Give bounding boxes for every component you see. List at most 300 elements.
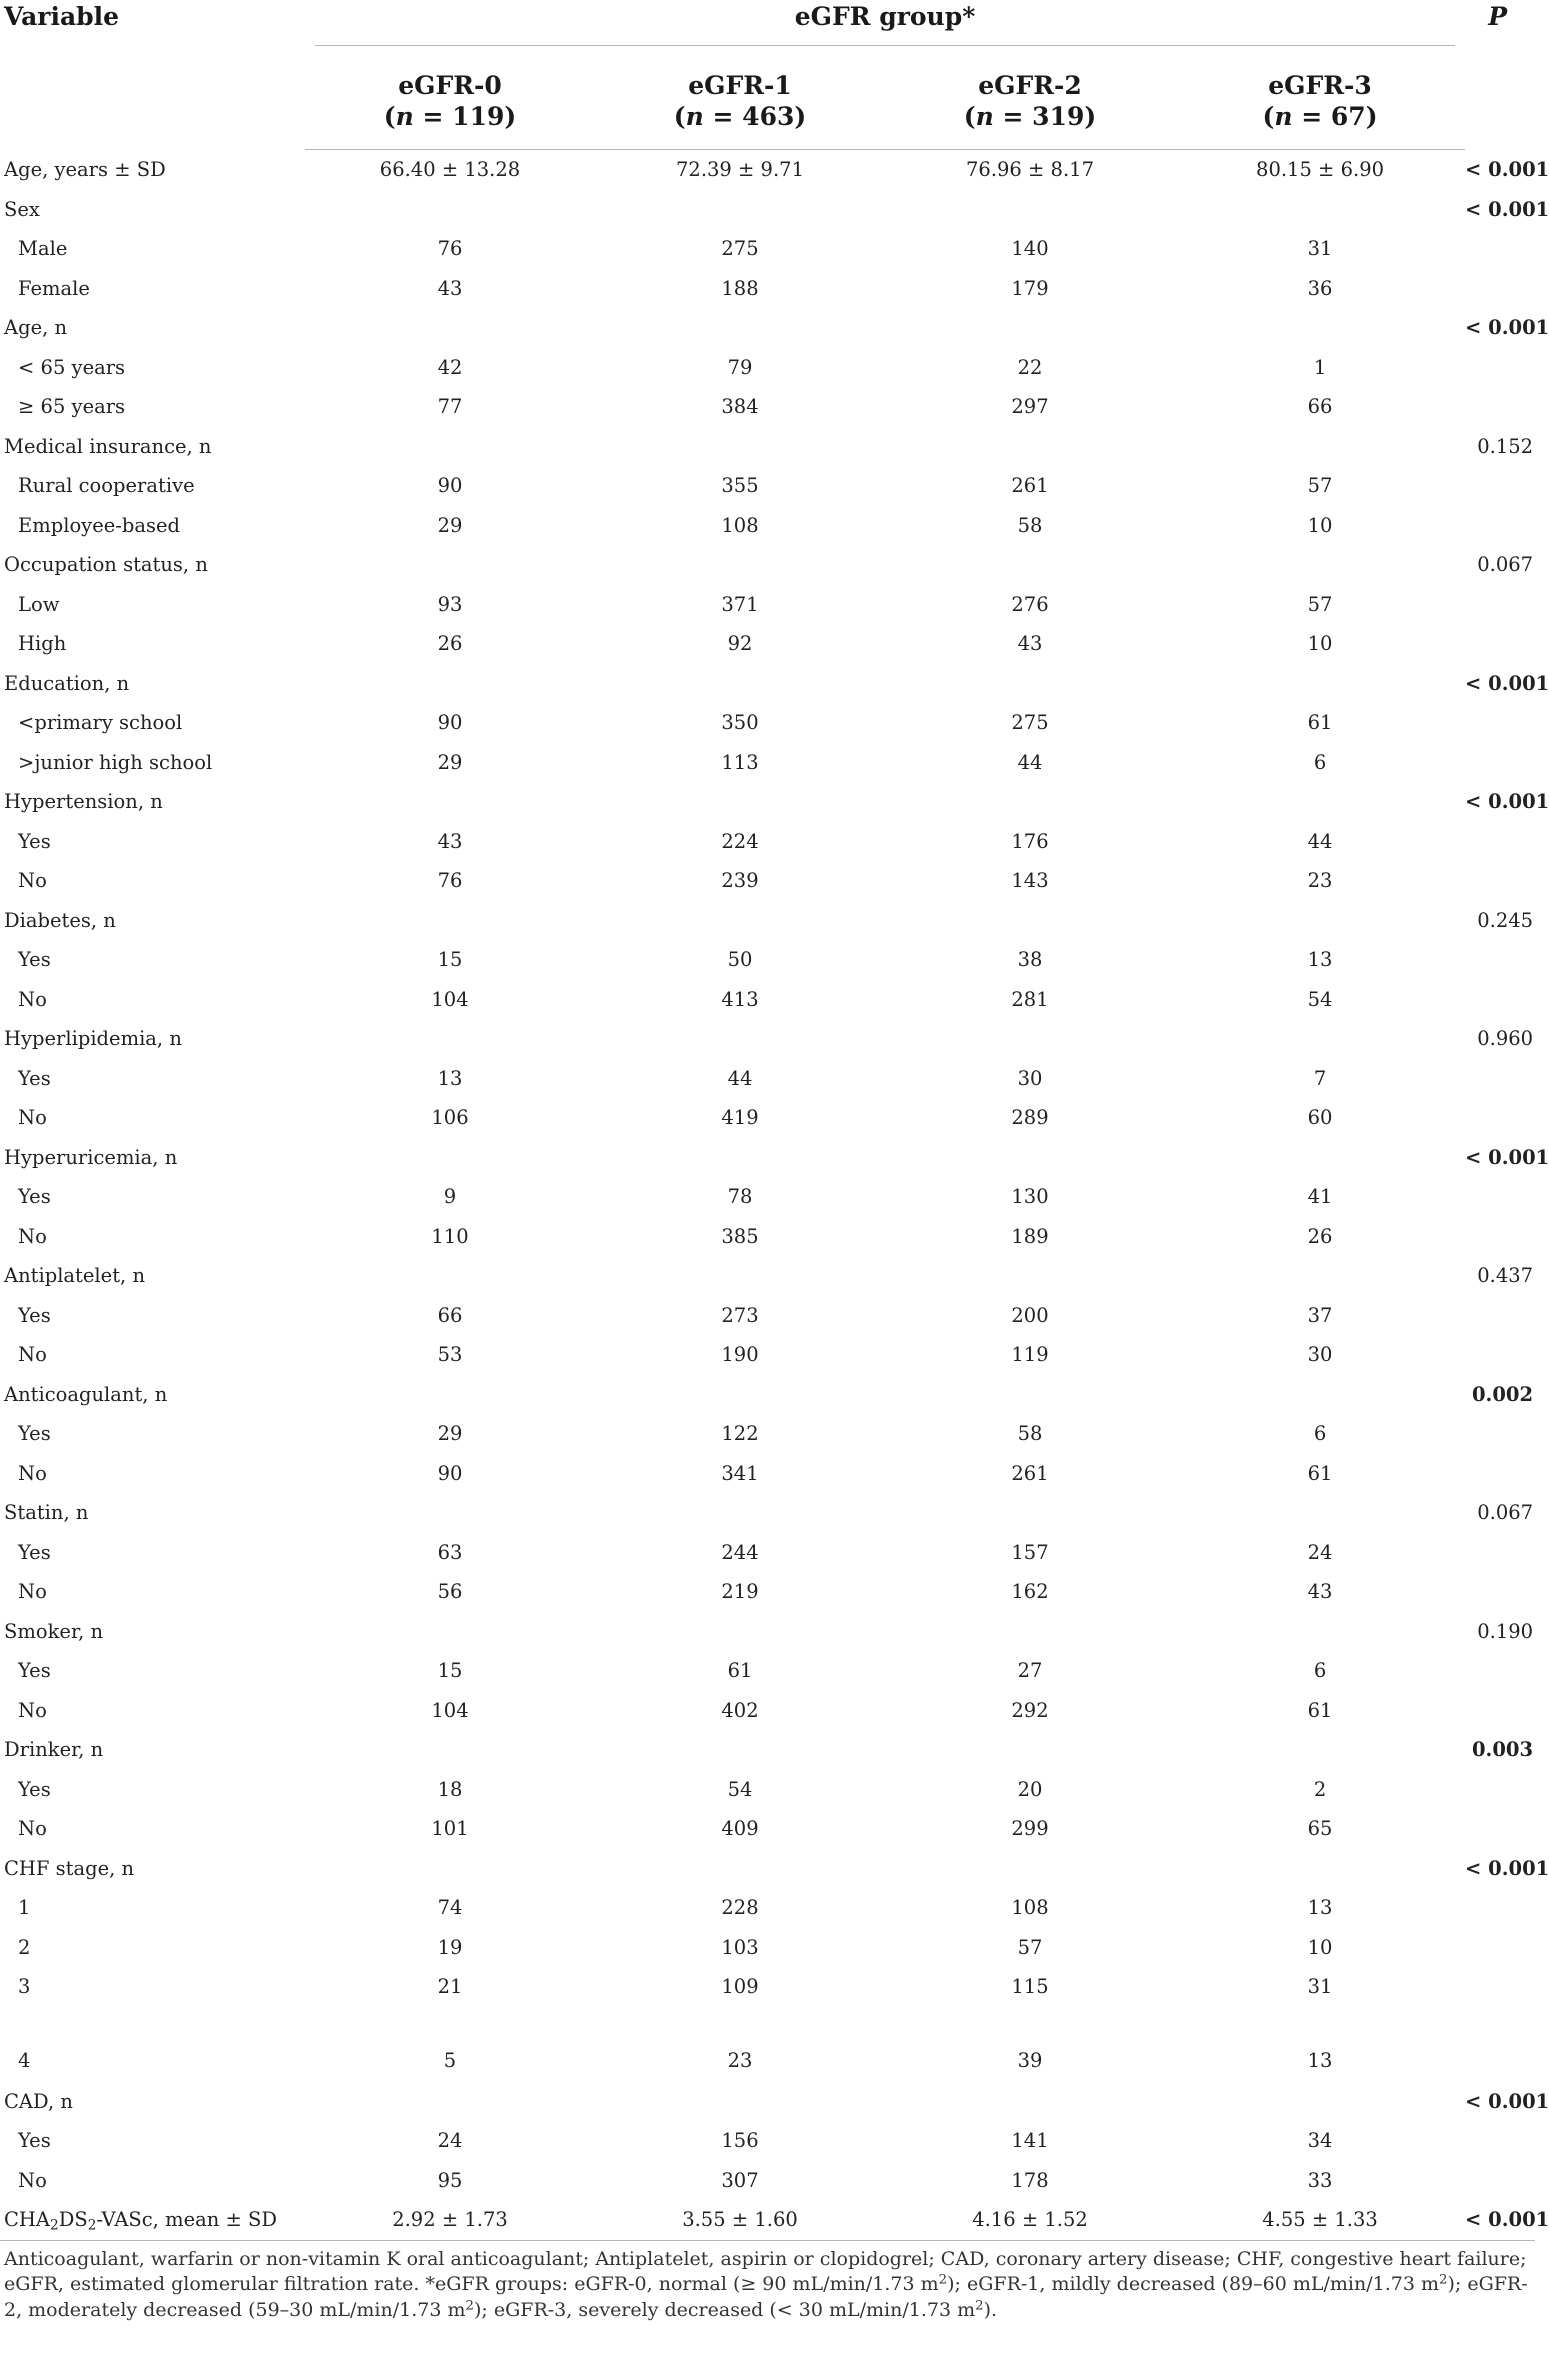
- cell-p-value: 0.002: [1471, 1382, 1534, 1406]
- group-n-label: n: [1274, 101, 1293, 131]
- cell-egfr-0: [305, 901, 595, 941]
- cell-egfr-3: 2: [1313, 1777, 1327, 1801]
- cell-egfr-0: 90: [437, 711, 463, 734]
- cell-p-value: [1465, 1651, 1535, 1691]
- cell-egfr-2: 297: [1011, 395, 1049, 418]
- table-row: [0, 1849, 1535, 1889]
- cell-egfr-2: 189: [1011, 1224, 1049, 1248]
- table-row: [0, 1770, 1535, 1810]
- cell-egfr-3: [1175, 427, 1465, 467]
- cell-egfr-1: 190: [721, 1343, 759, 1366]
- cell-egfr-1: 3.55 ± 1.60: [595, 2200, 885, 2240]
- cell-egfr-0: 29: [437, 1422, 463, 1445]
- table-row: [0, 1177, 1535, 1217]
- cell-p-value: [1465, 1177, 1535, 1217]
- cell-p-value: < 0.001: [1465, 2089, 1549, 2113]
- cell-egfr-2: [885, 782, 1175, 822]
- cell-egfr-1: 224: [721, 829, 759, 853]
- row-label: Hypertension, n: [4, 790, 163, 813]
- cell-egfr-0: 90: [437, 474, 463, 497]
- cell-egfr-0: 29: [437, 513, 463, 537]
- cell-egfr-3: 23: [1307, 869, 1333, 892]
- cell-egfr-2: 30: [1017, 1066, 1043, 1090]
- cell-egfr-3: 1: [1313, 355, 1327, 379]
- cell-egfr-2: 143: [1011, 869, 1049, 892]
- table-row: [0, 427, 1535, 467]
- table-row: [0, 269, 1535, 309]
- group-n-value: = 67: [1301, 101, 1366, 131]
- header-row-1: [0, 0, 1535, 52]
- p-header: P: [1488, 2, 1508, 31]
- cell-egfr-2: 276: [1011, 592, 1049, 616]
- table-body: [0, 150, 1549, 2201]
- table-row: [0, 1138, 1535, 1178]
- table-row: [0, 1809, 1535, 1849]
- footnote-text: Anticoagulant, warfarin or non-vitamin K oral anticoagulant; Antiplatelet, aspirin or clopidogrel; CAD, coronary artery disease; CHF, congestive heart failure; eGFR, estimated glomerular filtration rate. *eGFR groups: eGFR-0, normal (≥ 90 mL/min/1.73 m: [4, 2247, 1527, 2295]
- cell-egfr-3: [1175, 1493, 1465, 1533]
- footnote-text: ); eGFR-2, moderately decreased (59–30 mL/min/1.73 m: [4, 2273, 1528, 2321]
- cell-egfr-0: 13: [437, 1066, 463, 1090]
- cell-p-value: [1465, 940, 1535, 980]
- cell-egfr-0: 93: [437, 592, 463, 616]
- cell-p-value: 0.245: [1477, 908, 1534, 932]
- cell-egfr-1: 61: [727, 1659, 753, 1682]
- row-sublabel: Yes: [18, 1659, 51, 1682]
- cell-egfr-1: 44: [727, 1066, 753, 1090]
- cell-egfr-3: 10: [1307, 632, 1333, 655]
- row-sublabel: 4: [18, 2048, 31, 2072]
- row-label: Hyperlipidemia, n: [4, 1027, 182, 1050]
- row-sublabel: Employee-based: [18, 513, 181, 537]
- cell-egfr-3: [1175, 1256, 1465, 1296]
- cell-egfr-2: 44: [1017, 750, 1043, 774]
- cell-egfr-2: 141: [1011, 2129, 1049, 2152]
- cell-p-value: < 0.001: [1465, 1856, 1549, 1880]
- table-row: [0, 1335, 1535, 1375]
- row-sublabel: No: [18, 2168, 47, 2192]
- cell-p-value: 0.152: [1477, 434, 1534, 458]
- cell-egfr-2: [885, 1256, 1175, 1296]
- cell-egfr-2: 289: [1011, 1106, 1049, 1129]
- table-row: [0, 545, 1535, 585]
- cell-egfr-3: [1175, 782, 1465, 822]
- cell-egfr-1: 219: [721, 1580, 759, 1603]
- cell-egfr-1: [595, 190, 885, 230]
- cell-egfr-2: [885, 1493, 1175, 1533]
- table-row: [0, 664, 1535, 704]
- table-row: [0, 1493, 1535, 1533]
- cell-egfr-3: 7: [1313, 1066, 1327, 1090]
- cell-egfr-3: 44: [1307, 829, 1333, 853]
- cell-egfr-1: 122: [721, 1422, 759, 1445]
- cell-egfr-1: [595, 308, 885, 348]
- cell-egfr-1: 413: [721, 987, 759, 1011]
- cell-egfr-0: [305, 782, 595, 822]
- group-n-label: n: [395, 101, 414, 131]
- cell-egfr-2: 275: [1011, 711, 1049, 734]
- cell-egfr-1: 72.39 ± 9.71: [676, 158, 804, 181]
- cell-egfr-0: 2.92 ± 1.73: [305, 2200, 595, 2240]
- row-sublabel: Yes: [18, 1540, 51, 1564]
- cell-egfr-3: [1175, 1849, 1465, 1889]
- cell-egfr-3: 43: [1307, 1580, 1333, 1603]
- cell-egfr-2: [885, 1730, 1175, 1770]
- cell-p-value: [1465, 348, 1535, 388]
- cell-p-value: [1465, 1098, 1535, 1138]
- table-row: [0, 1691, 1535, 1731]
- cell-egfr-0: 101: [431, 1817, 469, 1840]
- cell-p-value: < 0.001: [1465, 790, 1549, 813]
- cell-egfr-2: [885, 664, 1175, 704]
- cell-egfr-3: 26: [1307, 1224, 1333, 1248]
- cell-egfr-1: [595, 1730, 885, 1770]
- cell-egfr-0: 18: [437, 1777, 463, 1801]
- table-row: [0, 782, 1535, 822]
- cell-egfr-0: 90: [437, 1461, 463, 1485]
- cell-egfr-0: 104: [431, 1698, 469, 1722]
- cell-p-value: [1465, 703, 1535, 743]
- cell-egfr-3: [1175, 1612, 1465, 1652]
- table-row: [0, 1059, 1535, 1099]
- cell-egfr-0: 15: [437, 1659, 463, 1682]
- cell-egfr-2: 39: [1017, 2048, 1043, 2072]
- cell-egfr-3: 24: [1307, 1540, 1333, 1564]
- cell-egfr-2: 179: [1011, 276, 1049, 300]
- table-row: [0, 1375, 1535, 1415]
- cell-egfr-3: 61: [1307, 1698, 1333, 1722]
- cell-egfr-0: 21: [437, 1975, 463, 1998]
- cell-egfr-3: 10: [1307, 513, 1333, 537]
- cell-egfr-1: 228: [721, 1896, 759, 1919]
- table-row: [0, 1098, 1535, 1138]
- row-sublabel: 3: [18, 1975, 31, 1998]
- cell-egfr-2: 20: [1017, 1777, 1043, 1801]
- cell-egfr-3: 31: [1307, 237, 1333, 260]
- row-label: Age, n: [4, 316, 68, 339]
- table-row: [0, 743, 1535, 783]
- cell-p-value: [1465, 466, 1535, 506]
- cell-egfr-0: 95: [437, 2168, 463, 2192]
- cell-p-value: 0.960: [1477, 1027, 1534, 1050]
- cell-egfr-3: [1175, 308, 1465, 348]
- row-sublabel: No: [18, 1580, 47, 1603]
- cell-egfr-2: [885, 1612, 1175, 1652]
- cell-egfr-0: 74: [437, 1896, 463, 1919]
- cell-egfr-2: [885, 1375, 1175, 1415]
- table-row: [0, 1533, 1535, 1573]
- label-subscript: 2: [87, 2217, 97, 2234]
- table-row: [0, 1019, 1535, 1059]
- cell-egfr-3: 57: [1307, 474, 1333, 497]
- cell-p-value: [1465, 1296, 1535, 1336]
- cell-egfr-0: [305, 1138, 595, 1178]
- table-row: [0, 1454, 1535, 1494]
- table-row: [0, 1414, 1535, 1454]
- cell-egfr-1: 355: [721, 474, 759, 497]
- cell-egfr-3: 36: [1307, 276, 1333, 300]
- cell-egfr-3: 30: [1307, 1343, 1333, 1366]
- cell-egfr-0: 106: [431, 1106, 469, 1129]
- cell-egfr-0: 63: [437, 1540, 463, 1564]
- cell-egfr-0: [305, 545, 595, 585]
- table-row: [0, 308, 1535, 348]
- row-sublabel: Female: [18, 276, 90, 300]
- cell-egfr-1: [595, 545, 885, 585]
- cell-p-value: [1465, 1454, 1535, 1494]
- row-sublabel: Yes: [18, 1066, 51, 1090]
- row-sublabel: Yes: [18, 1185, 51, 1208]
- table-body-summary: [0, 2200, 1549, 2240]
- cell-egfr-2: [885, 427, 1175, 467]
- cell-egfr-0: 43: [437, 829, 463, 853]
- cell-egfr-2: 57: [1017, 1935, 1043, 1959]
- cell-p-value: [1465, 1928, 1535, 1968]
- cell-egfr-3: [1175, 664, 1465, 704]
- cell-egfr-1: 275: [721, 237, 759, 260]
- cell-egfr-0: 76: [437, 869, 463, 892]
- cell-egfr-1: 78: [727, 1185, 753, 1208]
- cell-egfr-0: 5: [443, 2048, 457, 2072]
- group-n-value: = 119: [422, 101, 505, 131]
- cell-p-value: [1465, 1059, 1535, 1099]
- cell-p-value: < 0.001: [1465, 197, 1549, 221]
- table-row: [0, 190, 1535, 230]
- row-sublabel: Yes: [18, 948, 51, 971]
- cell-egfr-0: 110: [431, 1224, 469, 1248]
- cell-egfr-3: 13: [1307, 2048, 1333, 2072]
- cell-egfr-2: 119: [1011, 1343, 1049, 1366]
- row-sublabel: 1: [18, 1896, 31, 1919]
- cell-egfr-2: 4.16 ± 1.52: [885, 2200, 1175, 2240]
- group-name: eGFR-1: [688, 70, 792, 100]
- cell-egfr-0: [305, 1375, 595, 1415]
- cell-p-value: 0.190: [1477, 1619, 1534, 1643]
- cell-p-value: [1465, 1533, 1535, 1573]
- cell-egfr-2: 27: [1017, 1659, 1043, 1682]
- row-sublabel: ≥ 65 years: [18, 395, 126, 418]
- row-sublabel: Yes: [18, 829, 51, 853]
- variable-header: Variable: [4, 2, 120, 31]
- cell-egfr-1: [595, 1256, 885, 1296]
- cell-egfr-1: 409: [721, 1817, 759, 1840]
- row-sublabel: <primary school: [18, 711, 183, 734]
- cell-p-value: [1465, 1414, 1535, 1454]
- cell-egfr-3: [1175, 901, 1465, 941]
- cell-p-value: [1465, 980, 1535, 1020]
- footnote-sup: 2: [465, 2297, 474, 2313]
- cell-egfr-2: 200: [1011, 1303, 1049, 1327]
- cell-p-value: [1465, 229, 1535, 269]
- cell-egfr-0: 56: [437, 1580, 463, 1603]
- footnote-text: ); eGFR-1, mildly decreased (89–60 mL/min/1.73 m: [947, 2273, 1439, 2295]
- cell-egfr-3: 31: [1307, 1975, 1333, 1998]
- cell-egfr-2: [885, 545, 1175, 585]
- group-header-egfr-3: eGFR-3 (n = 67): [1175, 52, 1465, 150]
- cell-p-value: [1465, 1967, 1535, 2007]
- cell-egfr-1: [595, 1849, 885, 1889]
- cell-egfr-3: 37: [1307, 1303, 1333, 1327]
- cell-egfr-0: 24: [437, 2129, 463, 2152]
- row-label: Education, n: [4, 671, 130, 695]
- label-subscript: 2: [50, 2217, 59, 2234]
- cell-egfr-2: 261: [1011, 474, 1049, 497]
- table-row: [0, 1730, 1535, 1770]
- cell-egfr-1: [595, 2082, 885, 2122]
- cell-p-value: [1465, 1572, 1535, 1612]
- table-row: [0, 861, 1535, 901]
- cell-egfr-0: [305, 1849, 595, 1889]
- cell-egfr-2: [885, 308, 1175, 348]
- cell-egfr-3: [1175, 190, 1465, 230]
- cell-egfr-2: 178: [1011, 2168, 1049, 2192]
- cell-p-value: 0.003: [1471, 1738, 1534, 1761]
- cell-p-value: 0.437: [1477, 1264, 1534, 1287]
- cell-egfr-1: 79: [727, 355, 753, 379]
- cell-egfr-2: 38: [1017, 948, 1043, 971]
- cell-egfr-0: [305, 1730, 595, 1770]
- table-row: [0, 1651, 1535, 1691]
- cell-p-value: [1465, 2121, 1535, 2161]
- cell-egfr-0: 15: [437, 948, 463, 971]
- cell-egfr-1: [595, 1138, 885, 1178]
- cell-egfr-1: 239: [721, 869, 759, 892]
- row-label: Antiplatelet, n: [4, 1264, 146, 1287]
- cell-p-value: [1465, 1691, 1535, 1731]
- footnote-text: ).: [983, 2298, 998, 2321]
- cell-p-value: [1465, 387, 1535, 427]
- group-n-label: n: [685, 101, 704, 131]
- cell-egfr-1: 419: [721, 1106, 759, 1129]
- row-label: Anticoagulant, n: [4, 1382, 168, 1406]
- table-row: [0, 980, 1535, 1020]
- cell-egfr-0: [305, 664, 595, 704]
- table-row: [0, 1928, 1535, 1968]
- cell-egfr-0: 104: [431, 987, 469, 1011]
- cell-p-value: 0.067: [1477, 553, 1534, 576]
- cell-p-value: [1465, 861, 1535, 901]
- label-part: -VASc, mean ± SD: [96, 2208, 278, 2231]
- cell-egfr-2: 157: [1011, 1540, 1049, 1564]
- cell-p-value: < 0.001: [1465, 2200, 1535, 2240]
- cell-egfr-2: [885, 1138, 1175, 1178]
- row-label: Sex: [4, 197, 40, 221]
- cell-egfr-0: 53: [437, 1343, 463, 1366]
- cell-egfr-1: 50: [727, 948, 753, 971]
- table-footnote: [0, 2241, 1535, 2324]
- cell-egfr-3: [1175, 1730, 1465, 1770]
- cell-egfr-3: 57: [1307, 592, 1333, 616]
- table-row: [0, 1296, 1535, 1336]
- row-label: Diabetes, n: [4, 908, 116, 932]
- cell-egfr-3: 13: [1307, 948, 1333, 971]
- group-n-value: = 463: [712, 101, 795, 131]
- cell-egfr-0: 76: [437, 237, 463, 260]
- row-label: Smoker, n: [4, 1619, 104, 1643]
- cell-p-value: 0.067: [1477, 1501, 1534, 1524]
- cell-p-value: < 0.001: [1465, 671, 1549, 695]
- table-row: [0, 229, 1535, 269]
- group-header-egfr-0: eGFR-0 (n = 119): [305, 52, 595, 150]
- cell-egfr-1: [595, 1493, 885, 1533]
- group-header-egfr-2: eGFR-2 (n = 319): [885, 52, 1175, 150]
- egfr-group-header-label: eGFR group*: [315, 2, 1455, 46]
- cell-egfr-1: 350: [721, 711, 759, 734]
- cell-egfr-3: 80.15 ± 6.90: [1256, 158, 1385, 181]
- footnote-sup: 2: [975, 2297, 984, 2313]
- cell-egfr-1: 113: [721, 750, 759, 774]
- cell-egfr-0: 9: [443, 1185, 457, 1208]
- cell-egfr-1: 244: [721, 1540, 759, 1564]
- row-sublabel: No: [18, 1106, 47, 1129]
- row-label: Statin, n: [4, 1501, 89, 1524]
- footnote-text: ); eGFR-3, severely decreased (< 30 mL/min/1.73 m: [473, 2298, 976, 2321]
- table-row: [0, 2121, 1535, 2161]
- row-label: Hyperuricemia, n: [4, 1145, 178, 1169]
- table-row: [0, 703, 1535, 743]
- cell-egfr-1: [595, 1019, 885, 1059]
- cell-egfr-0: 66.40 ± 13.28: [379, 158, 521, 181]
- cell-egfr-3: 65: [1307, 1817, 1333, 1840]
- cell-p-value: [1465, 1335, 1535, 1375]
- cell-egfr-3: 61: [1307, 711, 1333, 734]
- cell-egfr-3: 6: [1313, 1659, 1327, 1682]
- row-label: CAD, n: [4, 2089, 73, 2113]
- cell-egfr-1: [595, 782, 885, 822]
- cell-egfr-3: [1175, 545, 1465, 585]
- row-sublabel: High: [18, 632, 67, 655]
- cell-p-value: [1465, 2161, 1535, 2201]
- cell-egfr-0: 19: [437, 1935, 463, 1959]
- cell-egfr-3: 13: [1307, 1896, 1333, 1919]
- cell-egfr-3: 4.55 ± 1.33: [1175, 2200, 1465, 2240]
- cell-egfr-0: [305, 308, 595, 348]
- table-row: [0, 1888, 1535, 1928]
- cell-egfr-0: 26: [437, 632, 463, 655]
- cell-egfr-1: 384: [721, 395, 759, 418]
- cell-egfr-0: [305, 427, 595, 467]
- row-sublabel: Yes: [18, 1422, 51, 1445]
- table-row-cha2ds2-vasc: [0, 2200, 1535, 2240]
- group-name: eGFR-2: [978, 70, 1082, 100]
- cell-egfr-0: [305, 190, 595, 230]
- cell-egfr-0: 29: [437, 750, 463, 774]
- cell-egfr-3: 61: [1307, 1461, 1333, 1485]
- row-label: [0, 2200, 305, 2240]
- table-row: [0, 2082, 1535, 2122]
- cell-egfr-0: 66: [437, 1303, 463, 1327]
- group-header-egfr-1: eGFR-1 (n = 463): [595, 52, 885, 150]
- row-sublabel: Yes: [18, 1303, 51, 1327]
- table-row: [0, 1256, 1535, 1296]
- cell-egfr-1: 273: [721, 1303, 759, 1327]
- row-label: Occupation status, n: [4, 553, 208, 576]
- cell-egfr-2: 115: [1011, 1975, 1049, 1998]
- cell-egfr-1: 103: [721, 1935, 759, 1959]
- table-row: [0, 506, 1535, 546]
- cell-egfr-3: 66: [1307, 395, 1333, 418]
- cell-egfr-2: 292: [1011, 1698, 1049, 1722]
- row-sublabel: >junior high school: [18, 750, 213, 774]
- cell-p-value: [1465, 1770, 1535, 1810]
- cell-p-value: [1465, 822, 1535, 862]
- row-sublabel: No: [18, 869, 47, 892]
- row-sublabel: No: [18, 1817, 47, 1840]
- cell-egfr-3: 34: [1307, 2129, 1333, 2152]
- cell-egfr-1: 371: [721, 592, 759, 616]
- cell-egfr-3: 60: [1307, 1106, 1333, 1129]
- cell-egfr-2: 22: [1017, 355, 1043, 379]
- cell-egfr-1: 54: [727, 1777, 753, 1801]
